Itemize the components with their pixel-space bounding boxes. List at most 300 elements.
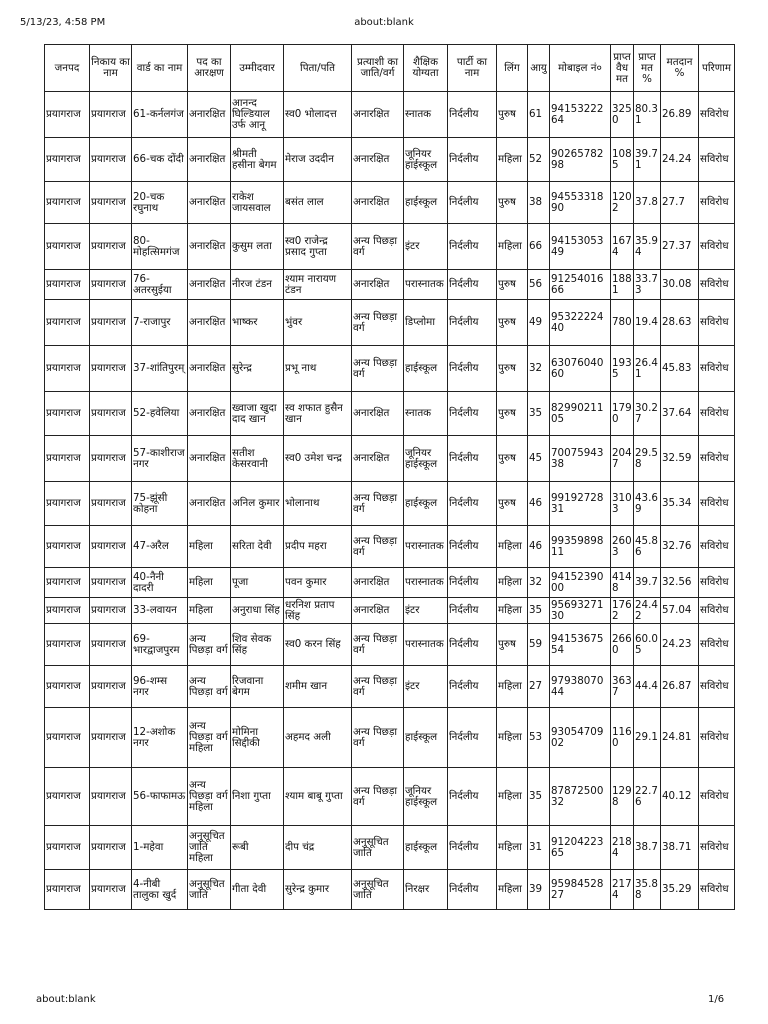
column-header-gender: लिंग [497, 45, 528, 92]
cell-vote-percent: 38.7 [634, 826, 661, 870]
cell-candidate: गीता देवी [231, 870, 284, 910]
cell-father-husband: प्रदीप महरा [284, 526, 352, 568]
cell-father-husband: श्याम बाबू गुप्ता [284, 768, 352, 826]
results-table [44, 44, 735, 910]
cell-caste-category: अन्य पिछड़ा वर्ग [352, 482, 404, 526]
cell-turnout-percent: 30.08 [661, 270, 699, 300]
table-row [45, 624, 735, 666]
cell-gender: पुरुष [497, 300, 528, 346]
cell-father-husband: धरनिश प्रताप सिंह [284, 598, 352, 624]
cell-ward-name: 61-कर्नलगंज [132, 92, 188, 138]
cell-gender: महिला [497, 666, 528, 708]
cell-gender: पुरुष [497, 392, 528, 436]
cell-caste-category: अन्य पिछड़ा वर्ग [352, 224, 404, 270]
cell-education: इंटर [404, 666, 448, 708]
cell-result: सविरोध [699, 526, 735, 568]
cell-post-reservation: अन्य पिछड़ा वर्ग [188, 666, 231, 708]
cell-vote-percent: 33.73 [634, 270, 661, 300]
cell-candidate: राकेश जायसवाल [231, 182, 284, 224]
cell-age: 45 [528, 436, 550, 482]
cell-candidate: सरिता देवी [231, 526, 284, 568]
cell-ward-name: 1-महेवा [132, 826, 188, 870]
cell-caste-category: अनारक्षित [352, 598, 404, 624]
cell-district: प्रयागराज [45, 708, 90, 768]
cell-district: प्रयागराज [45, 598, 90, 624]
cell-candidate: रिजवाना बेगम [231, 666, 284, 708]
cell-district: प्रयागराज [45, 826, 90, 870]
cell-district: प्रयागराज [45, 392, 90, 436]
cell-education: परास्नातक [404, 624, 448, 666]
cell-party: निर्दलीय [448, 182, 497, 224]
cell-turnout-percent: 40.12 [661, 768, 699, 826]
cell-age: 27 [528, 666, 550, 708]
cell-education: स्नातक [404, 92, 448, 138]
cell-age: 31 [528, 826, 550, 870]
cell-party: निर्दलीय [448, 666, 497, 708]
cell-vote-percent: 60.05 [634, 624, 661, 666]
cell-gender: महिला [497, 568, 528, 598]
cell-father-husband: बसंत लाल [284, 182, 352, 224]
column-header-party: पार्टी का नाम [448, 45, 497, 92]
cell-post-reservation: अनारक्षित [188, 482, 231, 526]
column-header-valid-votes: प्राप्त वैध मत [611, 45, 634, 92]
cell-father-husband: शमीम खान [284, 666, 352, 708]
cell-result: सविरोध [699, 182, 735, 224]
cell-ward-name: 80-मोहत्सिमगंज [132, 224, 188, 270]
cell-turnout-percent: 32.76 [661, 526, 699, 568]
cell-father-husband: दीप चंद्र [284, 826, 352, 870]
cell-mobile: 9415322264 [550, 92, 611, 138]
cell-education: हाईस्कूल [404, 708, 448, 768]
cell-result: सविरोध [699, 346, 735, 392]
table-row [45, 224, 735, 270]
table-row [45, 270, 735, 300]
cell-post-reservation: अनारक्षित [188, 224, 231, 270]
cell-father-husband: अहमद अली [284, 708, 352, 768]
cell-gender: पुरुष [497, 346, 528, 392]
table-row [45, 708, 735, 768]
table-row [45, 92, 735, 138]
cell-party: निर्दलीय [448, 92, 497, 138]
column-header-district: जनपद [45, 45, 90, 92]
cell-gender: पुरुष [497, 182, 528, 224]
cell-age: 49 [528, 300, 550, 346]
cell-result: सविरोध [699, 666, 735, 708]
cell-ward-name: 4-नीबी तालुका खुर्द [132, 870, 188, 910]
table-row [45, 436, 735, 482]
cell-body-name: प्रयागराज [90, 568, 132, 598]
cell-district: प्रयागराज [45, 224, 90, 270]
cell-district: प्रयागराज [45, 346, 90, 392]
cell-father-husband: भुंवर [284, 300, 352, 346]
cell-mobile: 9125401666 [550, 270, 611, 300]
cell-district: प्रयागराज [45, 436, 90, 482]
cell-caste-category: अनारक्षित [352, 392, 404, 436]
cell-party: निर्दलीय [448, 568, 497, 598]
cell-father-husband: स्व0 भोलादत्त [284, 92, 352, 138]
table-row [45, 138, 735, 182]
cell-valid-votes: 2184 [611, 826, 634, 870]
cell-candidate: श्रीमती हसीना बेगम [231, 138, 284, 182]
cell-ward-name: 96-शम्स नगर [132, 666, 188, 708]
cell-valid-votes: 1762 [612, 598, 632, 622]
cell-post-reservation: अनारक्षित [188, 92, 231, 138]
cell-candidate: ख्वाजा खुदा दाद खान [231, 392, 284, 436]
cell-district: प्रयागराज [45, 182, 90, 224]
cell-father-husband: स्व0 राजेन्द्र प्रसाद गुप्ता [284, 224, 352, 270]
cell-gender: महिला [497, 224, 528, 270]
cell-vote-percent: 30.27 [634, 392, 661, 436]
cell-age: 59 [528, 624, 550, 666]
cell-body-name: प्रयागराज [90, 92, 132, 138]
cell-mobile: 7007594338 [550, 436, 611, 482]
cell-vote-percent: 35.94 [634, 224, 661, 270]
cell-ward-name: 33-लवायन [132, 598, 188, 624]
cell-father-husband: स्व0 करन सिंह [284, 624, 352, 666]
table-row [45, 300, 735, 346]
cell-body-name: प्रयागराज [90, 392, 132, 436]
cell-father-husband: भोलानाथ [284, 482, 352, 526]
cell-ward-name: 69-भारद्वाजपुरम [132, 624, 188, 666]
cell-education: हाईस्कूल [404, 346, 448, 392]
cell-education: निरक्षर [404, 870, 448, 910]
cell-body-name: प्रयागराज [90, 870, 132, 910]
cell-party: निर्दलीय [448, 598, 497, 624]
cell-turnout-percent: 35.29 [661, 870, 699, 910]
cell-age: 32 [528, 346, 550, 392]
cell-post-reservation: अनारक्षित [188, 436, 231, 482]
cell-mobile: 8299021105 [550, 392, 611, 436]
cell-gender: महिला [497, 598, 528, 624]
cell-education: इंटर [404, 224, 448, 270]
cell-vote-percent: 37.8 [634, 182, 661, 224]
cell-age: 53 [528, 708, 550, 768]
cell-caste-category: अनारक्षित [352, 92, 404, 138]
cell-candidate: नीरज टंडन [231, 270, 284, 300]
cell-party: निर्दलीय [448, 870, 497, 910]
cell-age: 35 [528, 598, 550, 624]
cell-education: जूनियर हाईस्कूल [404, 138, 448, 182]
column-header-vote-percent: प्राप्त मत % [634, 45, 661, 92]
cell-gender: महिला [497, 826, 528, 870]
cell-mobile: 9120422365 [550, 826, 611, 870]
cell-vote-percent: 39.71 [634, 138, 661, 182]
table-row [45, 598, 735, 624]
cell-body-name: प्रयागराज [90, 666, 132, 708]
cell-turnout-percent: 32.59 [661, 436, 699, 482]
cell-caste-category: अन्य पिछड़ा वर्ग [352, 768, 404, 826]
cell-turnout-percent: 35.34 [661, 482, 699, 526]
cell-turnout-percent: 45.83 [661, 346, 699, 392]
cell-education: हाईस्कूल [404, 826, 448, 870]
cell-candidate: सुरेन्द्र [231, 346, 284, 392]
table-row [45, 182, 735, 224]
cell-party: निर्दलीय [448, 826, 497, 870]
cell-ward-name: 56-फाफामऊ [132, 768, 188, 826]
cell-ward-name: 57-काशीराज नगर [132, 436, 188, 482]
cell-turnout-percent: 24.24 [661, 138, 699, 182]
cell-body-name: प्रयागराज [90, 270, 132, 300]
cell-caste-category: अनुसूचित जाति [352, 826, 404, 870]
table-row [45, 392, 735, 436]
cell-body-name: प्रयागराज [90, 182, 132, 224]
cell-post-reservation: महिला [188, 526, 231, 568]
table-row [45, 768, 735, 826]
cell-caste-category: अनुसूचित जाति [352, 870, 404, 910]
cell-valid-votes: 1881 [611, 270, 634, 300]
cell-father-husband: सुरेन्द्र कुमार [284, 870, 352, 910]
cell-gender: पुरुष [497, 436, 528, 482]
cell-vote-percent: 44.4 [634, 666, 661, 708]
cell-body-name: प्रयागराज [90, 768, 132, 826]
cell-father-husband: स्व0 उमेश चन्द्र [284, 436, 352, 482]
cell-mobile: 9415239000 [550, 568, 611, 598]
column-header-post-reservation: पद का आरक्षण [188, 45, 231, 92]
cell-education: स्नातक [404, 392, 448, 436]
cell-district: प्रयागराज [45, 768, 90, 826]
cell-vote-percent: 29.1 [634, 708, 661, 768]
cell-vote-percent: 24.42 [634, 598, 661, 624]
cell-valid-votes: 3103 [611, 482, 634, 526]
cell-post-reservation: अनारक्षित [188, 138, 231, 182]
cell-ward-name: 7-राजापुर [132, 300, 188, 346]
cell-gender: महिला [497, 870, 528, 910]
cell-caste-category: अन्य पिछड़ा वर्ग [352, 346, 404, 392]
cell-post-reservation: अनारक्षित [188, 300, 231, 346]
cell-body-name: प्रयागराज [90, 482, 132, 526]
cell-mobile: 9305470902 [550, 708, 611, 768]
cell-result: सविरोध [699, 300, 735, 346]
cell-turnout-percent: 26.87 [661, 666, 699, 708]
cell-caste-category: अनारक्षित [352, 568, 404, 598]
table-row [45, 870, 735, 910]
cell-result: सविरोध [699, 568, 735, 598]
cell-age: 46 [528, 526, 550, 568]
cell-body-name: प्रयागराज [90, 138, 132, 182]
cell-party: निर्दलीय [448, 526, 497, 568]
cell-district: प्रयागराज [45, 666, 90, 708]
cell-gender: महिला [497, 138, 528, 182]
cell-post-reservation: अनुसूचित जाति [188, 870, 231, 910]
cell-post-reservation: महिला [188, 598, 231, 624]
cell-body-name: प्रयागराज [90, 346, 132, 392]
cell-party: निर्दलीय [448, 392, 497, 436]
cell-vote-percent: 22.76 [634, 768, 661, 826]
cell-caste-category: अन्य पिछड़ा वर्ग [352, 300, 404, 346]
cell-mobile: 9569327130 [550, 598, 611, 624]
column-header-ward-name: वार्ड का नाम [132, 45, 188, 92]
cell-candidate: कुसुम लता [231, 224, 284, 270]
cell-education: हाईस्कूल [404, 482, 448, 526]
cell-party: निर्दलीय [448, 138, 497, 182]
cell-vote-percent: 45.86 [634, 526, 661, 568]
print-footer-url: about:blank [36, 994, 96, 1005]
cell-mobile: 9598452827 [550, 870, 611, 910]
cell-post-reservation: अनारक्षित [188, 270, 231, 300]
cell-ward-name: 52-हवेलिया [132, 392, 188, 436]
cell-result: सविरोध [699, 768, 735, 826]
cell-result: सविरोध [699, 870, 735, 910]
cell-father-husband: स्व शफात हुसैन खान [284, 392, 352, 436]
column-header-mobile: मोबाइल नं० [550, 45, 611, 92]
cell-gender: महिला [497, 708, 528, 768]
table-row [45, 568, 735, 598]
cell-candidate: निशा गुप्ता [231, 768, 284, 826]
cell-post-reservation: अनारक्षित [188, 392, 231, 436]
cell-mobile: 9415367554 [550, 624, 611, 666]
column-header-candidate: उम्मीदवार [231, 45, 284, 92]
cell-turnout-percent: 24.23 [661, 624, 699, 666]
cell-ward-name: 12-अशोक नगर [132, 708, 188, 768]
cell-caste-category: अनारक्षित [352, 138, 404, 182]
cell-vote-percent: 39.7 [634, 568, 661, 598]
cell-valid-votes: 1160 [611, 708, 634, 768]
table-row [45, 826, 735, 870]
cell-gender: पुरुष [497, 482, 528, 526]
cell-age: 38 [528, 182, 550, 224]
cell-father-husband: प्रभू नाथ [284, 346, 352, 392]
cell-ward-name: 40-नैनी दादरी [132, 568, 188, 598]
cell-vote-percent: 19.4 [634, 300, 661, 346]
cell-result: सविरोध [699, 826, 735, 870]
table-body [45, 92, 735, 910]
cell-valid-votes: 1935 [611, 346, 634, 392]
cell-body-name: प्रयागराज [90, 436, 132, 482]
cell-turnout-percent: 28.63 [661, 300, 699, 346]
cell-district: प्रयागराज [45, 526, 90, 568]
cell-post-reservation: अनुसूचित जाति महिला [188, 826, 231, 870]
cell-mobile: 9919272831 [550, 482, 611, 526]
cell-valid-votes: 2047 [611, 436, 634, 482]
table-row [45, 346, 735, 392]
cell-valid-votes: 1298 [611, 768, 634, 826]
cell-post-reservation: अन्य पिछड़ा वर्ग महिला [188, 708, 231, 768]
cell-result: सविरोध [699, 392, 735, 436]
cell-education: परास्नातक [404, 568, 448, 598]
cell-age: 35 [528, 392, 550, 436]
cell-result: सविरोध [699, 92, 735, 138]
cell-body-name: प्रयागराज [90, 224, 132, 270]
cell-caste-category: अन्य पिछड़ा वर्ग [352, 624, 404, 666]
cell-post-reservation: अन्य पिछड़ा वर्ग महिला [188, 768, 231, 826]
cell-body-name: प्रयागराज [90, 300, 132, 346]
cell-post-reservation: अन्य पिछड़ा वर्ग [188, 624, 231, 666]
table-row [45, 482, 735, 526]
cell-district: प्रयागराज [45, 300, 90, 346]
cell-valid-votes: 1202 [611, 182, 634, 224]
column-header-body-name: निकाय का नाम [90, 45, 132, 92]
cell-body-name: प्रयागराज [90, 826, 132, 870]
cell-age: 32 [528, 568, 550, 598]
cell-valid-votes: 1085 [611, 138, 634, 182]
cell-age: 35 [528, 768, 550, 826]
cell-education: डिप्लोमा [404, 300, 448, 346]
cell-body-name: प्रयागराज [90, 624, 132, 666]
cell-result: सविरोध [699, 624, 735, 666]
cell-turnout-percent: 27.37 [661, 224, 699, 270]
cell-party: निर्दलीय [448, 482, 497, 526]
table-header-row [45, 45, 735, 92]
cell-father-husband: पवन कुमार [284, 568, 352, 598]
cell-valid-votes: 4148 [611, 568, 634, 598]
cell-education: हाईस्कूल [404, 182, 448, 224]
cell-result: सविरोध [699, 482, 735, 526]
cell-candidate: अनिल कुमार [231, 482, 284, 526]
cell-party: निर्दलीय [448, 768, 497, 826]
cell-valid-votes: 1790 [611, 392, 634, 436]
cell-gender: महिला [497, 526, 528, 568]
cell-education: परास्नातक [404, 526, 448, 568]
cell-candidate: पूजा [231, 568, 284, 598]
cell-post-reservation: महिला [188, 568, 231, 598]
cell-age: 46 [528, 482, 550, 526]
cell-age: 39 [528, 870, 550, 910]
cell-turnout-percent: 27.7 [661, 182, 699, 224]
cell-district: प्रयागराज [45, 138, 90, 182]
cell-mobile: 9415305349 [550, 224, 611, 270]
cell-district: प्रयागराज [45, 624, 90, 666]
table-row [45, 666, 735, 708]
cell-caste-category: अनारक्षित [352, 436, 404, 482]
cell-district: प्रयागराज [45, 870, 90, 910]
print-page-title: about:blank [354, 17, 414, 28]
cell-district: प्रयागराज [45, 568, 90, 598]
cell-party: निर्दलीय [448, 224, 497, 270]
cell-candidate: रूबी [231, 826, 284, 870]
cell-ward-name: 75-झूंसी कोहना [132, 482, 188, 526]
cell-age: 66 [528, 224, 550, 270]
cell-gender: पुरुष [497, 270, 528, 300]
cell-caste-category: अन्य पिछड़ा वर्ग [352, 526, 404, 568]
cell-candidate: अनुराधा सिंह [231, 598, 284, 624]
cell-body-name: प्रयागराज [90, 598, 132, 624]
cell-vote-percent: 35.88 [634, 870, 661, 910]
cell-turnout-percent: 24.81 [661, 708, 699, 768]
cell-party: निर्दलीय [448, 346, 497, 392]
cell-mobile: 9935989811 [550, 526, 611, 568]
cell-education: इंटर [404, 598, 448, 624]
cell-result: सविरोध [699, 598, 735, 624]
cell-vote-percent: 43.69 [634, 482, 661, 526]
cell-gender: महिला [497, 768, 528, 826]
column-header-caste-category: प्रत्याशी का जाति/वर्ग [352, 45, 404, 92]
column-header-education: शैक्षिक योग्यता [404, 45, 448, 92]
cell-result: सविरोध [699, 138, 735, 182]
cell-turnout-percent: 57.04 [661, 598, 699, 624]
cell-mobile: 9793807044 [550, 666, 611, 708]
cell-father-husband: मेराज उददीन [284, 138, 352, 182]
column-header-father-husband: पिता/पति [284, 45, 352, 92]
cell-valid-votes: 3250 [611, 92, 634, 138]
cell-mobile: 9455331890 [550, 182, 611, 224]
cell-mobile: 9026578298 [550, 138, 611, 182]
cell-valid-votes: 2603 [611, 526, 634, 568]
cell-valid-votes: 780 [611, 300, 634, 346]
cell-district: प्रयागराज [45, 270, 90, 300]
cell-vote-percent: 26.41 [634, 346, 661, 392]
cell-body-name: प्रयागराज [90, 526, 132, 568]
column-header-turnout-percent: मतदान % [661, 45, 699, 92]
cell-result: सविरोध [699, 436, 735, 482]
cell-candidate: भाष्कर [231, 300, 284, 346]
cell-caste-category: अन्य पिछड़ा वर्ग [352, 666, 404, 708]
print-datetime: 5/13/23, 4:58 PM [20, 17, 106, 28]
table-row [45, 526, 735, 568]
cell-vote-percent: 80.31 [634, 92, 661, 138]
cell-ward-name: 66-चक दोंदी [132, 138, 188, 182]
cell-education: परास्नातक [404, 270, 448, 300]
cell-candidate: आनन्द घिल्डियाल उर्फ आनू [231, 92, 284, 138]
